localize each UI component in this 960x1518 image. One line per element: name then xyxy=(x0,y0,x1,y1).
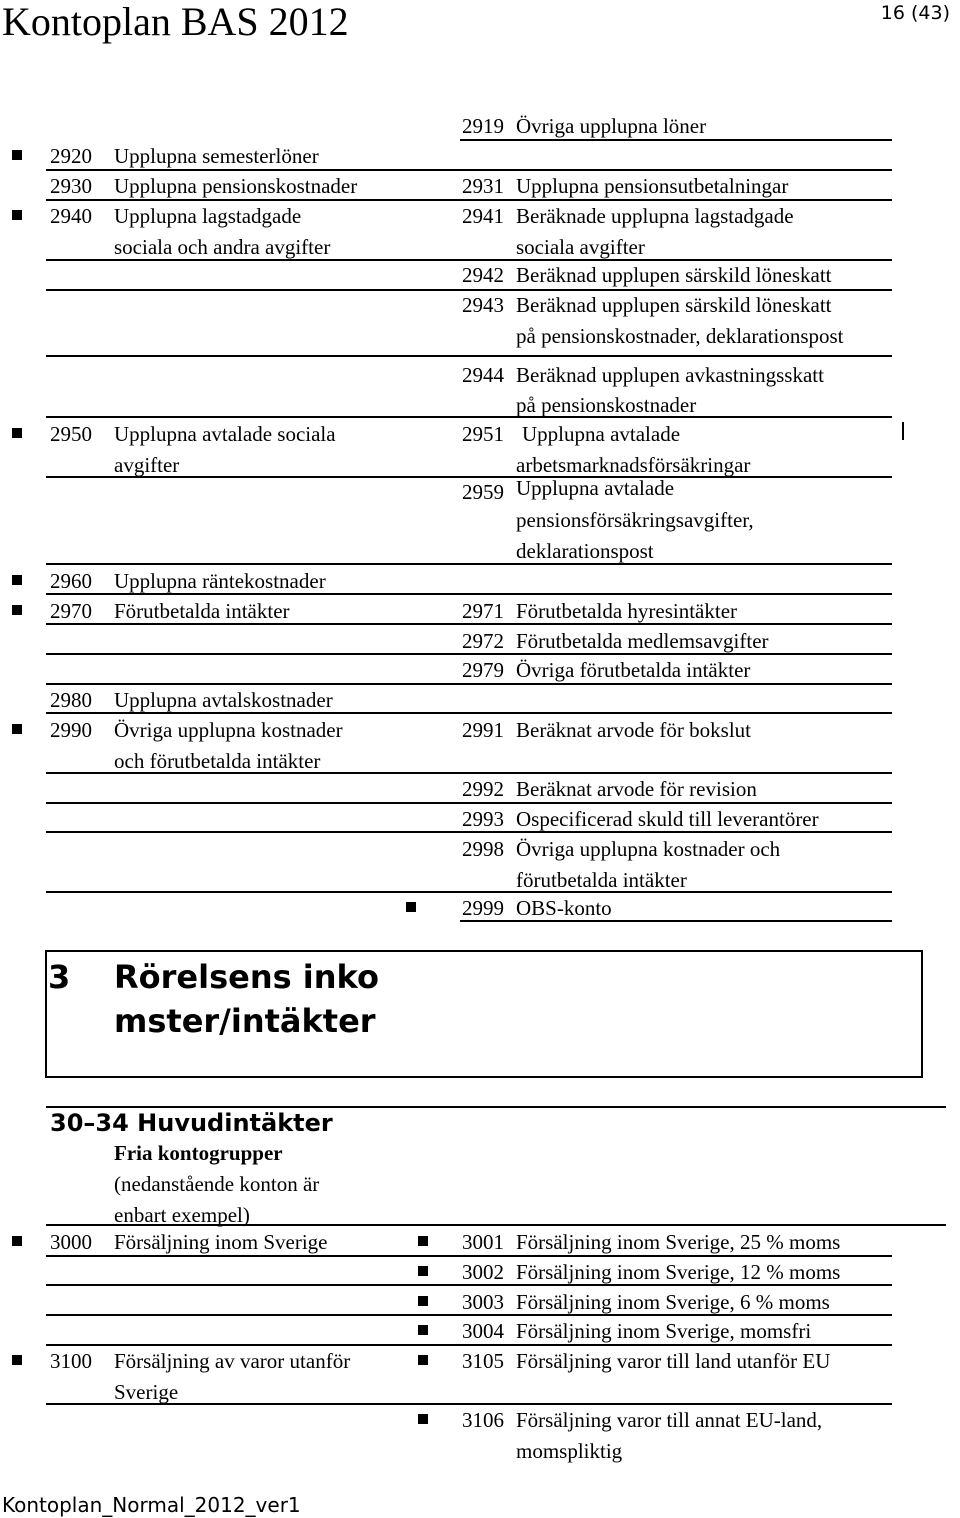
class-number: 3 xyxy=(48,958,71,996)
account-number: 2950 xyxy=(50,422,92,446)
account-number: 2990 xyxy=(50,718,92,742)
page-number: 16 (43) xyxy=(880,2,950,24)
group-title: 30–34 Huvudintäkter xyxy=(50,1109,333,1137)
group-note-heading: Fria kontogrupper xyxy=(114,1141,283,1165)
account-number: 2920 xyxy=(50,144,92,168)
bullet-square-icon xyxy=(12,150,22,160)
sub-account-number: 2919 xyxy=(462,114,504,138)
row-rule xyxy=(46,199,892,201)
account-label: Upplupna avtalskostnader xyxy=(114,688,333,712)
sub-account-label: Övriga upplupna löner xyxy=(516,114,707,138)
sub-account-number: 2993 xyxy=(462,807,504,831)
bullet-square-icon xyxy=(418,1414,428,1424)
sub-account-label-cont: sociala avgifter xyxy=(516,235,645,259)
bullet-square-icon xyxy=(12,428,22,438)
sub-account-label: Upplupna pensionsutbetalningar xyxy=(516,174,789,198)
bullet-square-icon xyxy=(418,1355,428,1365)
sub-account-label: Ospecificerad skuld till leverantörer xyxy=(516,807,819,831)
account-label-cont: avgifter xyxy=(114,453,180,477)
sub-account-label: Upplupna avtalade xyxy=(522,422,681,446)
sub-account-number: 3106 xyxy=(462,1408,504,1432)
sub-account-number: 2959 xyxy=(462,480,504,504)
row-rule xyxy=(46,1255,892,1257)
row-rule xyxy=(46,1403,892,1405)
row-rule xyxy=(46,1344,892,1346)
account-label: Upplupna räntekostnader xyxy=(114,569,326,593)
sub-account-label: Beräknad upplupen särskild löneskatt xyxy=(516,293,832,317)
account-number: 3100 xyxy=(50,1349,92,1373)
row-rule xyxy=(46,593,892,595)
sub-account-number: 2943 xyxy=(462,293,504,317)
row-rule xyxy=(46,712,892,714)
account-number: 2980 xyxy=(50,688,92,712)
sub-account-number: 2972 xyxy=(462,629,504,653)
bullet-square-icon xyxy=(12,1355,22,1365)
row-rule xyxy=(46,289,892,291)
bullet-square-icon xyxy=(406,902,416,912)
account-label-cont: Sverige xyxy=(114,1380,179,1404)
row-rule xyxy=(460,920,892,922)
sub-account-number: 2979 xyxy=(462,658,504,682)
account-number: 3000 xyxy=(50,1230,92,1254)
group-note-line: (nedanstående konton är xyxy=(114,1172,320,1196)
sub-account-number: 3105 xyxy=(462,1349,504,1373)
account-label: Upplupna semesterlöner xyxy=(114,144,319,168)
sub-account-number: 3001 xyxy=(462,1230,504,1254)
sub-account-label: Beräknad upplupen särskild löneskatt xyxy=(516,263,832,287)
account-label: Försäljning inom Sverige xyxy=(114,1230,328,1254)
page-title: Kontoplan BAS 2012 xyxy=(2,0,349,44)
sub-account-number: 3004 xyxy=(462,1319,504,1343)
sub-account-label-cont: på pensionskostnader xyxy=(516,393,697,417)
sub-account-number: 2991 xyxy=(462,718,504,742)
row-rule xyxy=(46,831,892,833)
row-rule xyxy=(46,772,892,774)
bullet-square-icon xyxy=(418,1266,428,1276)
sub-account-label: Förutbetalda hyresintäkter xyxy=(516,599,738,623)
sub-account-label: Försäljning varor till land utanför EU xyxy=(516,1349,831,1373)
sub-account-label: Beräknad upplupen avkastningsskatt xyxy=(516,363,824,387)
account-label: Upplupna avtalade sociala xyxy=(114,422,336,446)
sub-account-label: Övriga förutbetalda intäkter xyxy=(516,658,751,682)
document-footer: Kontoplan_Normal_2012_ver1 xyxy=(2,1493,301,1517)
sub-account-number: 2999 xyxy=(462,896,504,920)
sub-account-label-cont: förutbetalda intäkter xyxy=(516,868,687,892)
account-label-cont: och förutbetalda intäkter xyxy=(114,749,321,773)
sub-account-label: Försäljning inom Sverige, 25 % moms xyxy=(516,1230,841,1254)
sub-account-label: Försäljning inom Sverige, 12 % moms xyxy=(516,1260,841,1284)
sub-account-label-cont: pensionsförsäkringsavgifter, xyxy=(516,508,754,532)
account-label: Upplupna lagstadgade xyxy=(114,204,302,228)
sub-account-label: Beräknade upplupna lagstadgade xyxy=(516,204,794,228)
row-rule xyxy=(46,355,892,357)
row-rule xyxy=(46,683,892,685)
text-cursor xyxy=(902,422,904,440)
account-number: 2960 xyxy=(50,569,92,593)
row-rule xyxy=(46,476,892,478)
sub-account-label: Försäljning inom Sverige, momsfri xyxy=(516,1319,812,1343)
sub-account-number: 2941 xyxy=(462,204,504,228)
class-name: Rörelsens inkomster/intäkter xyxy=(114,958,379,1040)
sub-account-label: Försäljning varor till annat EU-land, xyxy=(516,1408,823,1432)
sub-account-label: Försäljning inom Sverige, 6 % moms xyxy=(516,1290,830,1314)
account-label: Övriga upplupna kostnader xyxy=(114,718,343,742)
bullet-square-icon xyxy=(418,1296,428,1306)
account-label-cont: sociala och andra avgifter xyxy=(114,235,331,259)
row-rule xyxy=(460,139,892,141)
row-rule xyxy=(46,563,892,565)
account-label: Försäljning av varor utanför xyxy=(114,1349,351,1373)
bullet-square-icon xyxy=(12,575,22,585)
row-rule xyxy=(46,802,892,804)
bullet-square-icon xyxy=(12,605,22,615)
account-label: Förutbetalda intäkter xyxy=(114,599,290,623)
sub-account-label: Förutbetalda medlemsavgifter xyxy=(516,629,769,653)
sub-account-number: 2951 xyxy=(462,422,504,446)
group-note-line: enbart exempel) xyxy=(114,1203,250,1227)
group-top-rule xyxy=(46,1106,946,1108)
account-number: 2930 xyxy=(50,174,92,198)
account-number: 2970 xyxy=(50,599,92,623)
sub-account-number: 2992 xyxy=(462,777,504,801)
sub-account-label-cont: på pensionskostnader, deklarationspost xyxy=(516,324,844,348)
row-rule xyxy=(46,653,892,655)
bullet-square-icon xyxy=(12,210,22,220)
bullet-square-icon xyxy=(12,1236,22,1246)
sub-account-label-cont: deklarationspost xyxy=(516,539,654,563)
account-number: 2940 xyxy=(50,204,92,228)
sub-account-number: 2944 xyxy=(462,363,504,387)
row-rule xyxy=(46,416,892,418)
bullet-square-icon xyxy=(418,1236,428,1246)
bullet-square-icon xyxy=(418,1325,428,1335)
sub-account-number: 3002 xyxy=(462,1260,504,1284)
sub-account-number: 3003 xyxy=(462,1290,504,1314)
row-rule xyxy=(46,1284,892,1286)
sub-account-label: Upplupna avtalade xyxy=(516,476,675,500)
row-rule xyxy=(46,1314,892,1316)
account-label: Upplupna pensionskostnader xyxy=(114,174,358,198)
row-rule xyxy=(46,623,892,625)
row-rule xyxy=(46,891,892,893)
row-rule xyxy=(46,1224,946,1226)
sub-account-number: 2971 xyxy=(462,599,504,623)
sub-account-number: 2931 xyxy=(462,174,504,198)
row-rule xyxy=(46,259,892,261)
sub-account-label-cont: arbetsmarknadsförsäkringar xyxy=(516,453,751,477)
sub-account-label-cont: momspliktig xyxy=(516,1439,623,1463)
sub-account-label: Beräknat arvode för bokslut xyxy=(516,718,752,742)
sub-account-label: Beräknat arvode för revision xyxy=(516,777,757,801)
bullet-square-icon xyxy=(12,724,22,734)
sub-account-number: 2942 xyxy=(462,263,504,287)
sub-account-label: OBS-konto xyxy=(516,896,612,920)
sub-account-number: 2998 xyxy=(462,837,504,861)
row-rule xyxy=(46,169,892,171)
sub-account-label: Övriga upplupna kostnader och xyxy=(516,837,781,861)
